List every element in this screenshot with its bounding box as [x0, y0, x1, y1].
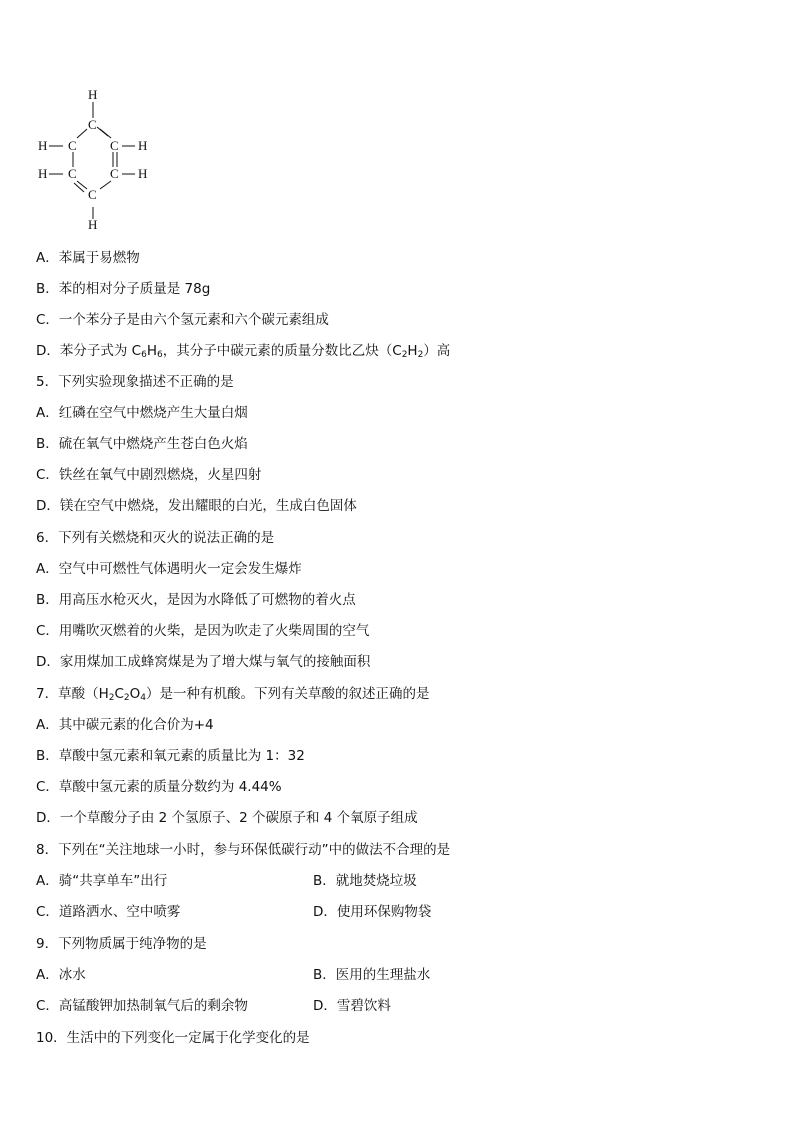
q6-option-c: C．用嘴吹灭燃着的火柴，是因为吹走了火柴周围的空气 — [36, 623, 370, 639]
q10-stem: 10．生活中的下列变化一定属于化学变化的是 — [36, 1030, 310, 1046]
atom-c-bottom: C — [88, 187, 97, 202]
atom-h-lower-left: H — [38, 166, 48, 181]
atom-c-upper-left: C — [68, 138, 77, 153]
q8-option-b: B．就地焚烧垃圾 — [313, 873, 417, 889]
atom-c-top: C — [88, 117, 97, 132]
q4-option-b: B．苯的相对分子质量是 78g — [36, 281, 211, 297]
q9-option-d: D．雪碧饮料 — [313, 998, 391, 1014]
atom-h-bottom: H — [88, 217, 98, 232]
q4-option-c: C．一个苯分子是由六个氢元素和六个碳元素组成 — [36, 312, 329, 328]
q5-option-b: B．硫在氧气中燃烧产生苍白色火焰 — [36, 436, 248, 452]
q6-option-a: A．空气中可燃性气体遇明火一定会发生爆炸 — [36, 561, 302, 577]
atom-h-top: H — [88, 87, 98, 102]
q7-option-b: B．草酸中氢元素和氧元素的质量比为 1：32 — [36, 748, 305, 764]
q9-stem: 9．下列物质属于纯净物的是 — [36, 936, 207, 952]
q5-option-c: C．铁丝在氧气中剧烈燃烧，火星四射 — [36, 467, 262, 483]
q6-option-b: B．用高压水枪灭火，是因为水降低了可燃物的着火点 — [36, 592, 356, 608]
q7-option-d: D．一个草酸分子由 2 个氢原子、2 个碳原子和 4 个氧原子组成 — [36, 810, 418, 826]
q7-stem: 7．草酸$(H_2C_2O_4)$是一种有机酸。下列有关草酸的叙述正确的是 — [36, 686, 430, 703]
q8-option-d: D．使用环保购物袋 — [313, 904, 432, 920]
q9-option-c: C．高锰酸钾加热制氧气后的剩余物 — [36, 998, 248, 1014]
q5-option-a: A．红磷在空气中燃烧产生大量白烟 — [36, 405, 248, 421]
q7-option-a: A．其中碳元素的化合价为+4 — [36, 717, 214, 733]
q7-option-c: C．草酸中氢元素的质量分数约为 4.44% — [36, 779, 282, 795]
atom-h-lower-right: H — [138, 166, 148, 181]
q6-option-d: D．家用煤加工成蜂窝煤是为了增大煤与氧气的接触面积 — [36, 654, 371, 670]
atom-c-upper-right: C — [110, 138, 119, 153]
q6-stem: 6．下列有关燃烧和灭火的说法正确的是 — [36, 530, 275, 546]
q5-stem: 5．下列实验现象描述不正确的是 — [36, 374, 234, 390]
q8-stem: 8．下列在“关注地球一小时，参与环保低碳行动”中的做法不合理的是 — [36, 842, 451, 858]
q8-option-a: A．骑“共享单车”出行 — [36, 873, 168, 889]
atom-c-lower-left: C — [68, 166, 77, 181]
atom-h-upper-left: H — [38, 138, 48, 153]
q8-option-c: C．道路洒水、空中喷雾 — [36, 904, 181, 920]
q4-option-a: A．苯属于易燃物 — [36, 250, 140, 266]
q9-option-b: B．医用的生理盐水 — [313, 967, 431, 983]
q9-option-a: A．冰水 — [36, 967, 86, 983]
atom-c-lower-right: C — [110, 166, 119, 181]
atom-h-upper-right: H — [138, 138, 148, 153]
q5-option-d: D．镁在空气中燃烧，发出耀眼的白光，生成白色固体 — [36, 498, 357, 514]
q4-option-d: D．苯分子式为 $C_6H_6$，其分子中碳元素的质量分数比乙炔$(C_2H_2)$高 — [36, 343, 451, 360]
benzene-structure-diagram — [30, 84, 170, 234]
